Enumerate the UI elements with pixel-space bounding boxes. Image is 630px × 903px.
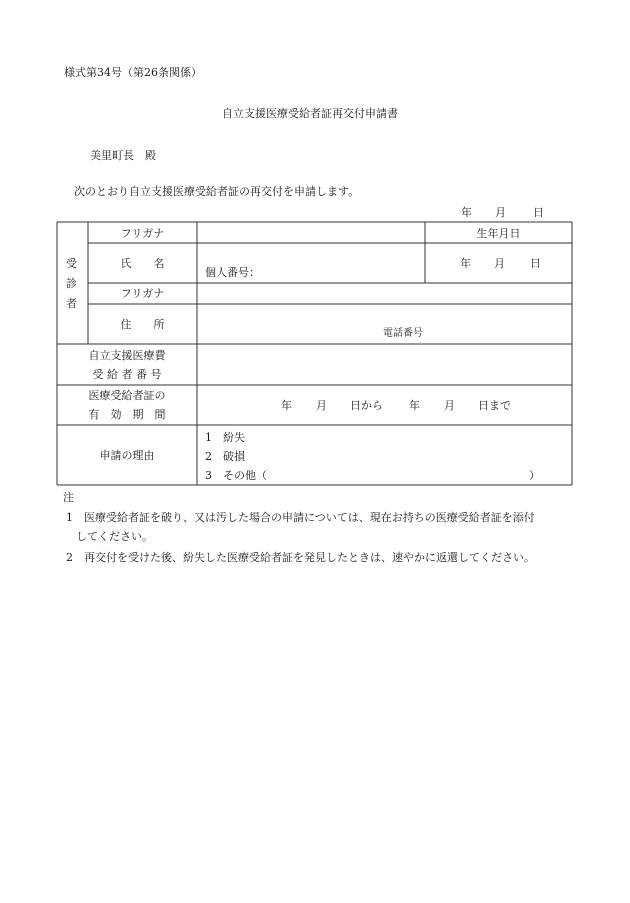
reason-2-damaged: 2 破損 bbox=[205, 450, 245, 463]
reason-other-close: ） bbox=[529, 469, 540, 482]
validity-to-day: 日まで bbox=[478, 399, 511, 412]
patient-label-3: 者 bbox=[66, 297, 77, 310]
addressee: 美里町長 殿 bbox=[90, 149, 156, 162]
validity-from-year: 年 bbox=[281, 399, 292, 412]
validity-label-line2: 有 効 期 間 bbox=[88, 408, 166, 421]
personal-number-label: 個人番号： bbox=[205, 266, 260, 279]
notes-heading: 注 bbox=[63, 491, 74, 504]
cert-number-label-line1: 自立支援医療費 bbox=[88, 349, 166, 362]
note-1-cont: してください。 bbox=[76, 530, 153, 543]
phone-label: 電話番号 bbox=[383, 328, 423, 339]
name-label: 氏 名 bbox=[120, 257, 165, 270]
reason-1-lost: 1 紛失 bbox=[205, 431, 245, 444]
address-furigana-label: フリガナ bbox=[120, 287, 165, 300]
birth-month: 月 bbox=[494, 257, 505, 270]
reason-label: 申請の理由 bbox=[99, 449, 155, 462]
date-day: 日 bbox=[533, 206, 544, 219]
patient-label-1: 受 bbox=[66, 257, 77, 270]
form-number: 様式第34号（第26条関係） bbox=[64, 66, 202, 79]
validity-from-month: 月 bbox=[316, 399, 327, 412]
birth-day: 日 bbox=[530, 257, 541, 270]
date-year: 年 bbox=[461, 206, 472, 219]
validity-from-day: 日から bbox=[350, 399, 383, 412]
validity-to-year: 年 bbox=[409, 399, 420, 412]
reason-3-other: 3 その他（ bbox=[205, 469, 267, 482]
intro-text: 次のとおり自立支援医療受給者証の再交付を申請します。 bbox=[74, 185, 360, 198]
birth-year: 年 bbox=[460, 257, 471, 270]
note-1: 1 医療受給者証を破り、又は汚した場合の申請については、現在お持ちの医療受給者証を添付 bbox=[66, 511, 535, 524]
document-title: 自立支援医療受給者証再交付申請書 bbox=[222, 107, 398, 120]
note-2: 2 再交付を受けた後、紛失した医療受給者証を発見したときは、速やかに返還してください。 bbox=[66, 551, 535, 564]
date-month: 月 bbox=[495, 206, 506, 219]
cert-number-label-line2: 受 給 者 番 号 bbox=[92, 368, 162, 381]
furigana-label: フリガナ bbox=[120, 227, 165, 240]
patient-label-2: 診 bbox=[66, 277, 77, 290]
address-label: 住 所 bbox=[120, 318, 165, 331]
birthdate-header: 生年月日 bbox=[476, 227, 521, 240]
validity-to-month: 月 bbox=[444, 399, 455, 412]
validity-label-line1: 医療受給者証の bbox=[88, 389, 166, 402]
